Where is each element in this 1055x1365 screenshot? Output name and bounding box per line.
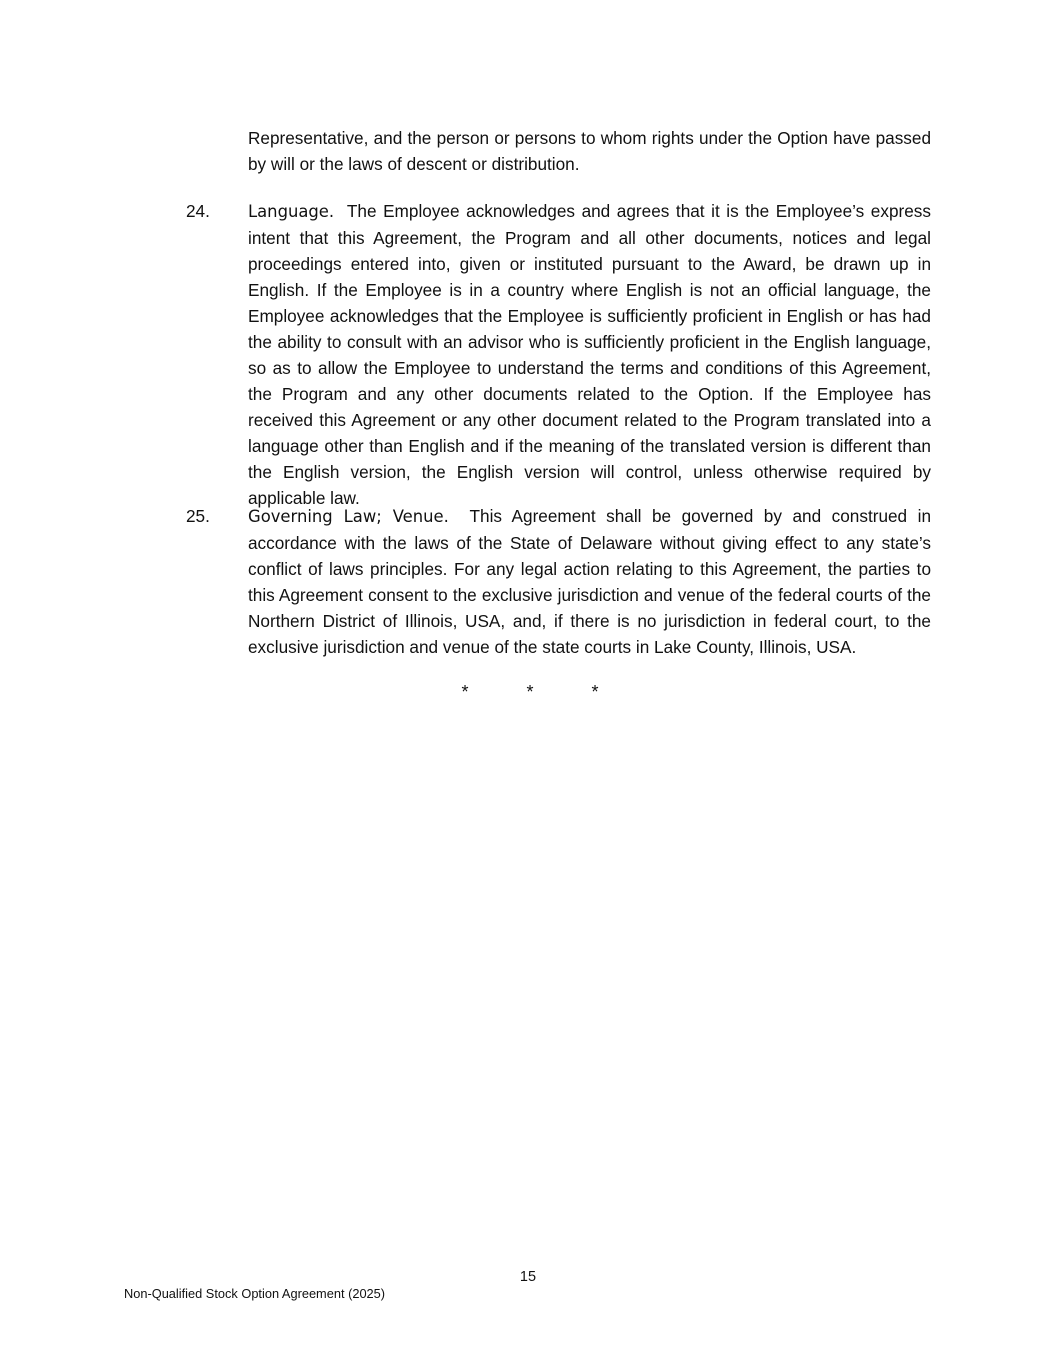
- section-paragraph: [248, 198, 931, 511]
- section-heading: Language.: [248, 202, 335, 221]
- asterisk: *: [461, 682, 469, 702]
- section-number: 25.: [186, 506, 210, 526]
- section-heading: Governing Law; Venue.: [248, 507, 449, 526]
- footer-document-title: Non-Qualified Stock Option Agreement (2025): [124, 1286, 386, 1301]
- section-number: 24.: [186, 201, 210, 221]
- asterisk: *: [526, 682, 534, 702]
- section-body: This Agreement shall be governed by and construed in accordance with the laws of the State of Delaware without giving effect to any state’s conflict of laws principles. For any legal action relating to this Agreement, the parties to this Agreement consent to the exclusive jurisdiction and venue of the federal courts of the Northern District of Illinois, USA, and, if there is no jurisdiction in federal court, to the exclusive jurisdiction and venue of the state courts in Lake County, Illinois, USA.: [248, 506, 932, 657]
- continuation-paragraph: Representative, and the person or persons to whom rights under the Option have passed by will or the laws of descent or distribution.: [248, 128, 931, 174]
- end-separator: [450, 680, 610, 704]
- section-body: The Employee acknowledges and agrees that it is the Employee’s express intent that this Agreement, the Program and all other documents, notices and legal proceedings entered into, given or instituted pursuant to the Award, be drawn up in English. If the Employee is in a country where English is not an official language, the Employee acknowledges that the Employee is sufficiently proficient in English or has had the ability to consult with an advisor who is sufficiently proficient in the English language, so as to allow the Employee to understand the terms and conditions of this Agreement, the Program and any other documents related to the Option. If the Employee has received this Agreement or any other document related to the Program translated into a language other than English and if the meaning of the translated version is different than the English version, the English version will control, unless otherwise required by applicable law.: [248, 201, 931, 508]
- page-number: 15: [519, 1269, 537, 1285]
- section-paragraph: [248, 503, 931, 660]
- asterisk: *: [591, 682, 599, 702]
